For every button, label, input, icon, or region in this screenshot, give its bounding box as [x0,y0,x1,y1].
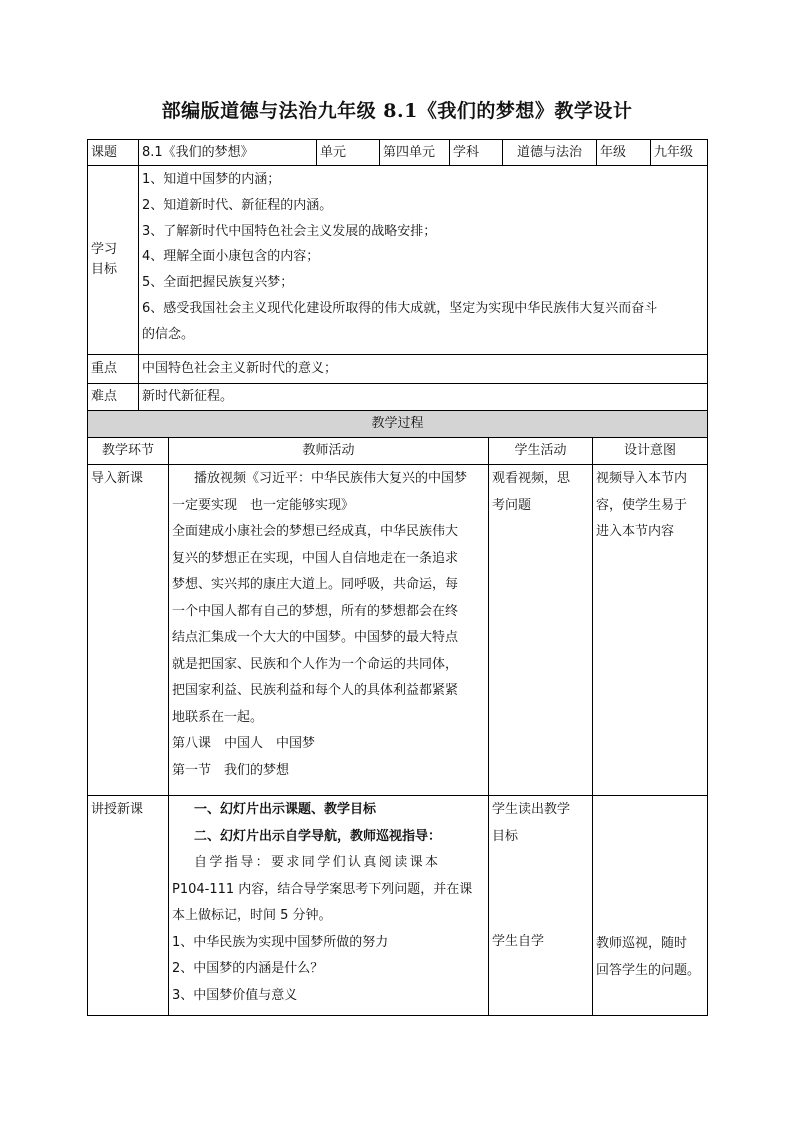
goal-item: 的信念。 [142,326,195,342]
subject-value: 道德与法治 [503,140,597,166]
intro-teacher-line: 结点汇集成一个大大的中国梦。中国梦的最大特点 [172,630,459,645]
grade-value: 九年级 [651,140,708,166]
self-study-line: P104-111 内容，结合导学案思考下列问题，并在课 [172,881,473,897]
process-title: 教学过程 [88,411,708,438]
goal-item: 1、知道中国梦的内涵； [142,172,281,187]
lecture-student [489,796,593,1016]
self-study-line: 本上做标记，时间 5 分钟。 [172,908,332,923]
self-study-line: 自学指导：要求同学们认真阅读课本 [194,855,441,870]
difficulty-label: 难点 [88,384,139,411]
intro-teacher-line: 复兴的梦想正在实现，中国人自信地走在一条追求 [172,550,459,566]
teaching-process-table [87,410,708,1016]
subject-label: 学科 [450,140,503,166]
lecture-intent-line: 回答学生的问题。 [596,962,701,978]
grade-label: 年级 [597,140,651,166]
header-intent: 设计意图 [593,438,708,465]
intro-intent-line: 视频导入本节内 [596,471,688,486]
intro-student-line: 考问题 [492,497,532,513]
intro-teacher-line: 第八课 中国人 中国梦 [172,736,316,751]
unit-label: 单元 [317,140,380,166]
goal-item: 6、感受我国社会主义现代化建设所取得的伟大成就，坚定为实现中华民族伟大复兴而奋斗 [142,300,658,316]
spacer [596,797,704,931]
intro-teacher-line: 全面建成小康社会的梦想已经成真，中华民族伟大 [172,524,459,539]
lecture-intent [593,796,708,1016]
intro-stage: 导入新课 [88,465,169,796]
intro-intent-line: 进入本节内容 [596,524,675,539]
header-teacher: 教师活动 [169,438,489,465]
intro-teacher [169,465,489,796]
lecture-student-line: 学生读出教学 [492,802,571,817]
goals-label-line: 学习 [91,242,118,257]
intro-teacher-line: 播放视频《习近平：中华民族伟大复兴的中国梦 [194,471,468,486]
lecture-stage: 讲授新课 [88,796,169,1016]
intro-teacher-line: 梦想、实兴邦的康庄大道上。同呼吸，共命运，每 [172,577,459,592]
lecture-student-line: 学生自学 [492,934,545,949]
question-item: 2、中国梦的内涵是什么？ [172,961,324,976]
goal-item: 5、全面把握民族复兴梦； [142,275,294,291]
header-student: 学生活动 [489,438,593,465]
lecture-intent-line: 教师巡视，随时 [596,936,688,951]
lesson-info-table [87,139,708,411]
intro-teacher-line: 地联系在一起。 [172,709,264,725]
intro-teacher-line: 一个中国人都有自己的梦想，所有的梦想都会在终 [172,603,459,619]
lecture-heading: 一、幻灯片出示课题、教学目标 [194,802,377,817]
lecture-student-line: 目标 [492,828,519,844]
lecture-heading: 二、幻灯片出示自学导航，教师巡视指导： [194,828,442,844]
difficulty-value: 新时代新征程。 [139,384,708,411]
intro-teacher-line: 就是把国家、民族和个人作为一个命运的共同体， [172,656,459,672]
goal-item: 2、知道新时代、新征程的内涵。 [142,197,333,213]
goals-label-line: 目标 [91,262,118,277]
goal-item: 3、了解新时代中国特色社会主义发展的战略安排； [142,223,437,239]
intro-student-line: 观看视频，思 [492,471,571,486]
topic-value: 8.1《我们的梦想》 [139,140,317,166]
intro-intent [593,465,708,796]
unit-value: 第四单元 [380,140,450,166]
key-point-value: 中国特色社会主义新时代的意义； [139,355,708,384]
document-title: 部编版道德与法治九年级 8.1《我们的梦想》教学设计 [161,100,633,122]
intro-teacher-line: 把国家利益、民族利益和每个人的具体利益都紧紧 [172,683,459,698]
topic-label: 课题 [88,140,139,166]
intro-teacher-line: 一定要实现 也一定能够实现》 [172,497,355,513]
goals-content [139,166,708,355]
goal-item: 4、理解全面小康包含的内容； [142,249,320,265]
goals-label [88,166,139,355]
intro-student [489,465,593,796]
lecture-teacher [169,796,489,1016]
spacer [492,850,589,929]
key-point-label: 重点 [88,355,139,384]
header-stage: 教学环节 [88,438,169,465]
question-item: 1、中华民族为实现中国梦所做的努力 [172,934,389,950]
intro-intent-line: 容，使学生易于 [596,497,688,513]
question-item: 3、中国梦价值与意义 [172,987,298,1003]
intro-teacher-line: 第一节 我们的梦想 [172,762,290,778]
